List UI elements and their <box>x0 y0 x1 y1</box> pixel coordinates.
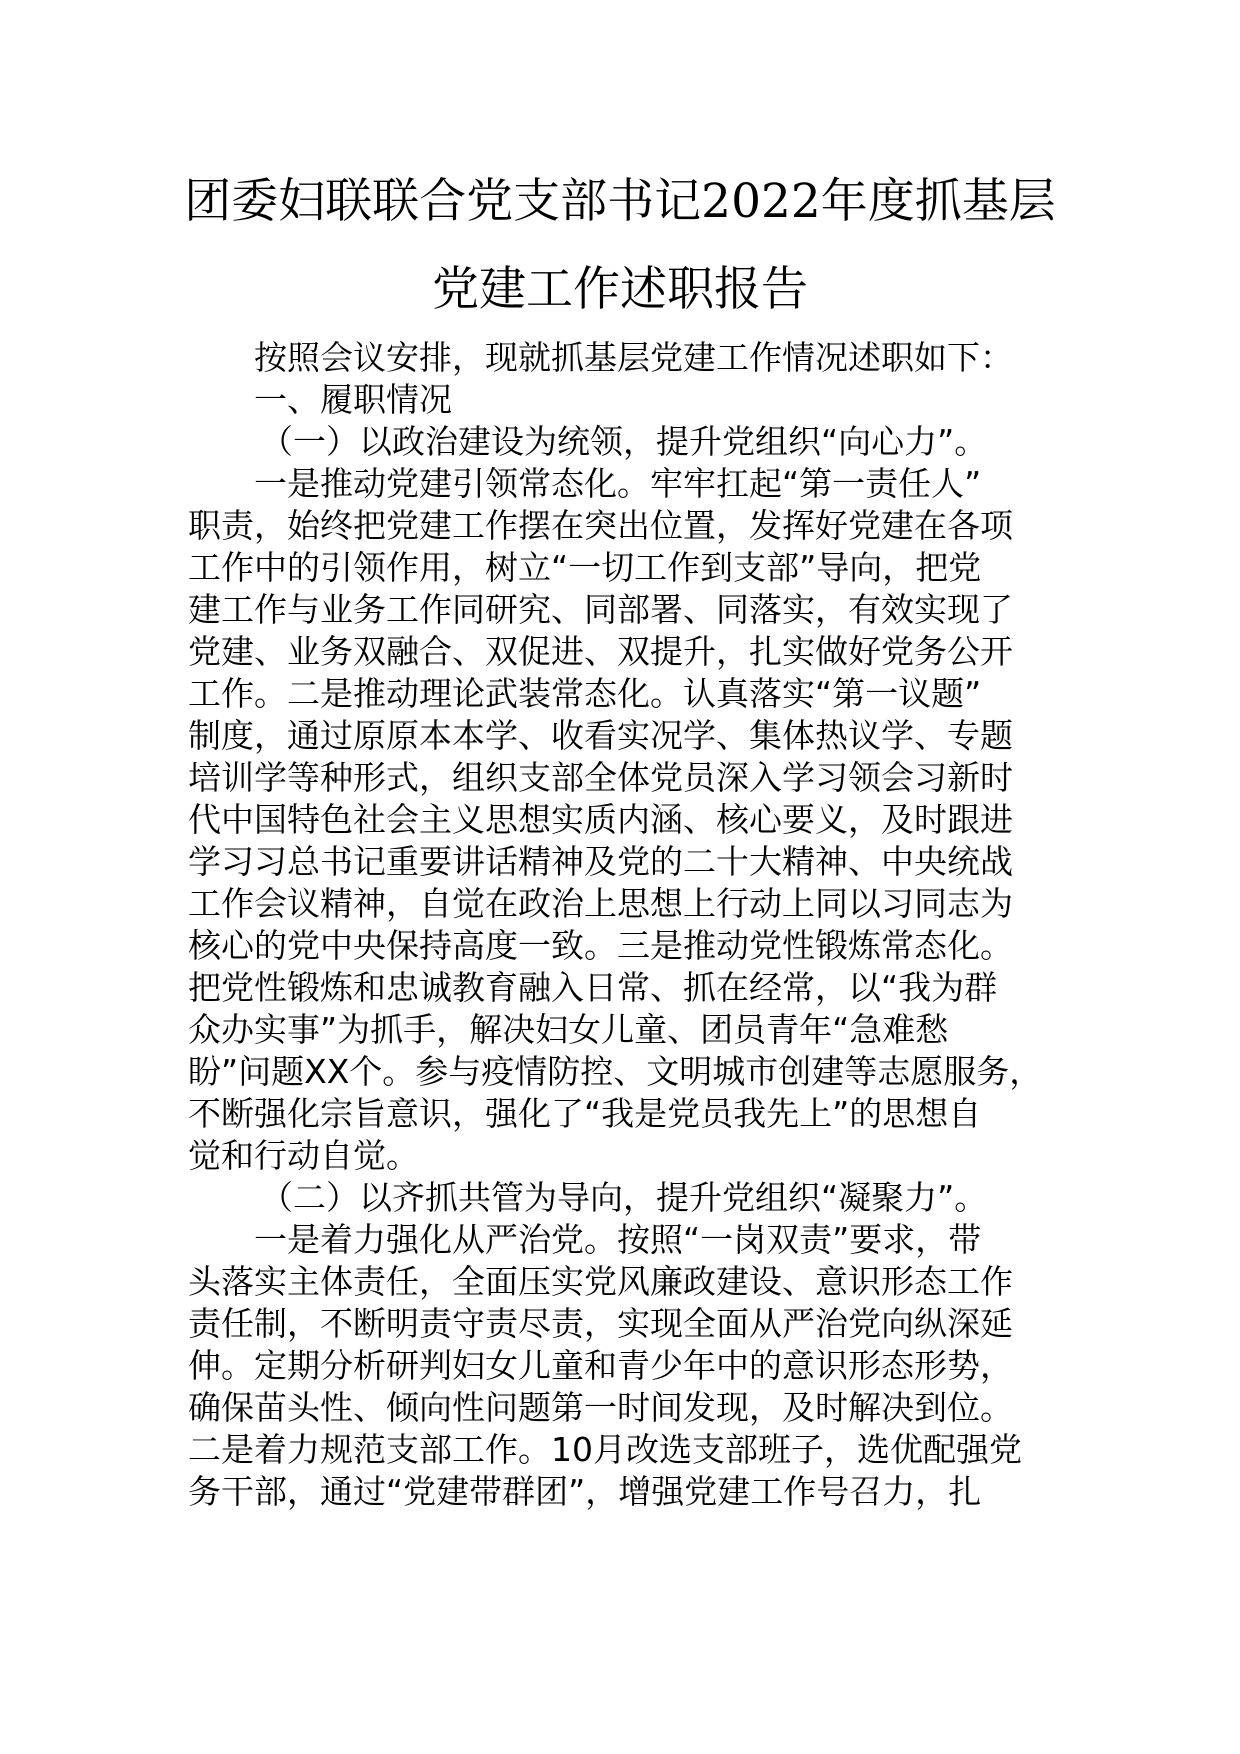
document-body <box>188 337 1058 1513</box>
body-line: 一是推动党建引领常态化。牢牢扛起“第一责任人” <box>254 464 982 503</box>
body-line: 责任制，不断明责守责尽责，实现全面从严治党向纵深延 <box>188 1304 1013 1343</box>
document-title-line-1: 团委妇联联合党支部书记2022年度抓基层 <box>184 174 1056 229</box>
body-line: 觉和行动自觉。 <box>188 1136 419 1175</box>
body-line: 伸。定期分析研判妇女儿童和青少年中的意识形态形势， <box>188 1346 1013 1385</box>
body-line: 核心的党中央保持高度一致。三是推动党性锻炼常态化。 <box>188 926 1013 965</box>
body-line: 党建、业务双融合、双促进、双提升，扎实做好党务公开 <box>188 632 1013 671</box>
body-line: 确保苗头性、倾向性问题第一时间发现，及时解决到位。 <box>188 1388 1013 1427</box>
body-line: 一是着力强化从严治党。按照“一岗双责”要求，带 <box>254 1220 982 1259</box>
body-line: 建工作与业务工作同研究、同部署、同落实，有效实现了 <box>188 590 1013 629</box>
body-line: 众办实事”为抓手，解决妇女儿童、团员青年“急难愁 <box>188 1010 949 1049</box>
subsection-heading: （一）以政治建设为统领，提升党组织“向心力”。 <box>260 422 988 461</box>
section-heading: 一、履职情况 <box>254 380 452 419</box>
body-line: 职责，始终把党建工作摆在突出位置，发挥好党建在各项 <box>188 506 1013 545</box>
body-line: 制度，通过原原本本学、收看实况学、集体热议学、专题 <box>188 716 1013 755</box>
body-line: 把党性锻炼和忠诚教育融入日常、抓在经常，以“我为群 <box>188 968 998 1007</box>
body-line: 务干部，通过“党建带群团”，增强党建工作号召力，扎 <box>188 1472 982 1511</box>
body-line: 二是着力规范支部工作。10月改选支部班子，选优配强党 <box>188 1430 1022 1469</box>
body-line: 按照会议安排，现就抓基层党建工作情况述职如下： <box>254 338 1013 377</box>
body-line: 不断强化宗旨意识，强化了“我是党员我先上”的思想自 <box>188 1094 982 1133</box>
subsection-heading: （二）以齐抓共管为导向，提升党组织“凝聚力”。 <box>260 1178 988 1217</box>
body-line: 工作。二是推动理论武装常态化。认真落实“第一议题” <box>188 674 982 713</box>
body-line: 培训学等种形式，组织支部全体党员深入学习领会习新时 <box>188 758 1013 797</box>
body-line: 工作中的引领作用，树立“一切工作到支部”导向，把党 <box>188 548 982 587</box>
document-title-line-2: 党建工作述职报告 <box>432 262 808 317</box>
body-line: 学习习总书记重要讲话精神及党的二十大精神、中央统战 <box>188 842 1013 881</box>
body-line: 代中国特色社会主义思想实质内涵、核心要义，及时跟进 <box>188 800 1013 839</box>
body-line: 头落实主体责任，全面压实党风廉政建设、意识形态工作 <box>188 1262 1013 1301</box>
body-line: 工作会议精神，自觉在政治上思想上行动上同以习同志为 <box>188 884 1013 923</box>
body-line: 盼”问题XX个。参与疫情防控、文明城市创建等志愿服务， <box>188 1052 1043 1091</box>
